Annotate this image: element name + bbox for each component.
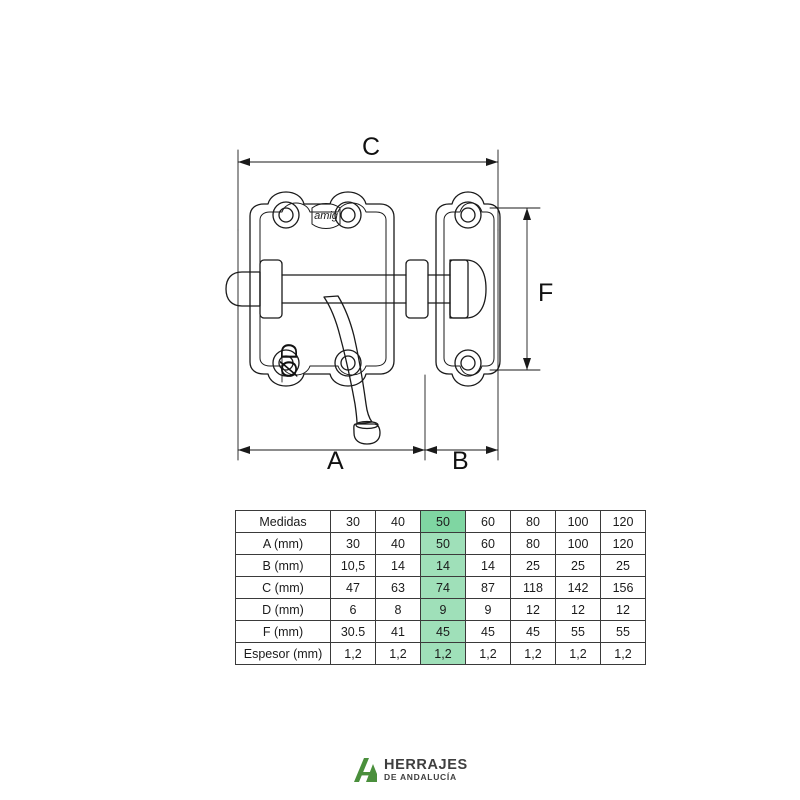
table-header-cell: 40 xyxy=(376,511,421,533)
dimension-a xyxy=(238,230,425,460)
table-cell: 60 xyxy=(466,533,511,555)
logo-line-1: HERRAJES xyxy=(384,756,468,773)
table-cell: 25 xyxy=(556,555,601,577)
table-cell: 100 xyxy=(556,533,601,555)
herrajes-a-logo-icon xyxy=(352,756,378,784)
table-cell: 47 xyxy=(331,577,376,599)
table-header-row xyxy=(236,511,646,533)
table-cell: 8 xyxy=(376,599,421,621)
table-header-cell: 100 xyxy=(556,511,601,533)
table-cell: 80 xyxy=(511,533,556,555)
table-cell-selected: 50 xyxy=(421,533,466,555)
table-cell: 1,2 xyxy=(376,643,421,665)
table-cell: 12 xyxy=(601,599,646,621)
table-header-label: Medidas xyxy=(236,511,331,533)
table-cell: 30 xyxy=(331,533,376,555)
table-row xyxy=(236,533,646,555)
table-cell: 142 xyxy=(556,577,601,599)
table-cell: 12 xyxy=(556,599,601,621)
row-label: F (mm) xyxy=(236,621,331,643)
table-cell: 45 xyxy=(466,621,511,643)
table-cell-selected: 45 xyxy=(421,621,466,643)
table-cell: 41 xyxy=(376,621,421,643)
table-row xyxy=(236,555,646,577)
table-cell: 25 xyxy=(511,555,556,577)
table-cell: 1,2 xyxy=(601,643,646,665)
table-cell: 55 xyxy=(601,621,646,643)
table-row xyxy=(236,621,646,643)
table-cell: 1,2 xyxy=(331,643,376,665)
table-row xyxy=(236,643,646,665)
table-cell-selected: 9 xyxy=(421,599,466,621)
table-header-cell: 60 xyxy=(466,511,511,533)
table-cell-selected: 1,2 xyxy=(421,643,466,665)
sliding-bolt xyxy=(226,260,486,318)
row-label: Espesor (mm) xyxy=(236,643,331,665)
row-label: A (mm) xyxy=(236,533,331,555)
table-header-cell: 80 xyxy=(511,511,556,533)
table-cell-selected: 14 xyxy=(421,555,466,577)
table-body xyxy=(236,511,646,665)
handle-lever xyxy=(324,296,380,444)
table-cell: 87 xyxy=(466,577,511,599)
table-row xyxy=(236,577,646,599)
dimension-f xyxy=(490,208,540,370)
table-cell: 6 xyxy=(331,599,376,621)
row-label: C (mm) xyxy=(236,577,331,599)
footer-logo xyxy=(352,752,482,788)
table-cell: 1,2 xyxy=(511,643,556,665)
table-cell: 55 xyxy=(556,621,601,643)
measurements-table xyxy=(235,510,646,665)
table-cell: 12 xyxy=(511,599,556,621)
dimension-label-f: F xyxy=(538,279,554,307)
table-cell: 25 xyxy=(601,555,646,577)
table-cell: 118 xyxy=(511,577,556,599)
logo-line-2: DE ANDALUCÍA xyxy=(384,772,457,783)
table-cell: 1,2 xyxy=(556,643,601,665)
row-label: D (mm) xyxy=(236,599,331,621)
table-cell: 120 xyxy=(601,533,646,555)
table-header-cell-selected: 50 xyxy=(421,511,466,533)
row-label: B (mm) xyxy=(236,555,331,577)
brand-text-on-part: amig xyxy=(314,210,338,222)
logo-wordmark xyxy=(384,758,468,782)
dimension-label-c: C xyxy=(362,133,381,161)
table-cell: 14 xyxy=(376,555,421,577)
dimension-label-b: B xyxy=(452,447,470,475)
table-header-cell: 120 xyxy=(601,511,646,533)
table-cell: 9 xyxy=(466,599,511,621)
table-cell: 1,2 xyxy=(466,643,511,665)
table-cell: 63 xyxy=(376,577,421,599)
dimension-c xyxy=(238,150,498,230)
table-cell: 156 xyxy=(601,577,646,599)
table-cell-selected: 74 xyxy=(421,577,466,599)
bolt-latch-drawing xyxy=(220,120,580,490)
table-cell: 14 xyxy=(466,555,511,577)
dimension-label-a: A xyxy=(327,447,345,475)
dimension-label-d: ØD xyxy=(276,342,302,378)
table-cell: 45 xyxy=(511,621,556,643)
table-cell: 30.5 xyxy=(331,621,376,643)
technical-drawing xyxy=(220,120,580,490)
table-row xyxy=(236,599,646,621)
table-header-cell: 30 xyxy=(331,511,376,533)
table-cell: 40 xyxy=(376,533,421,555)
table-cell: 10,5 xyxy=(331,555,376,577)
